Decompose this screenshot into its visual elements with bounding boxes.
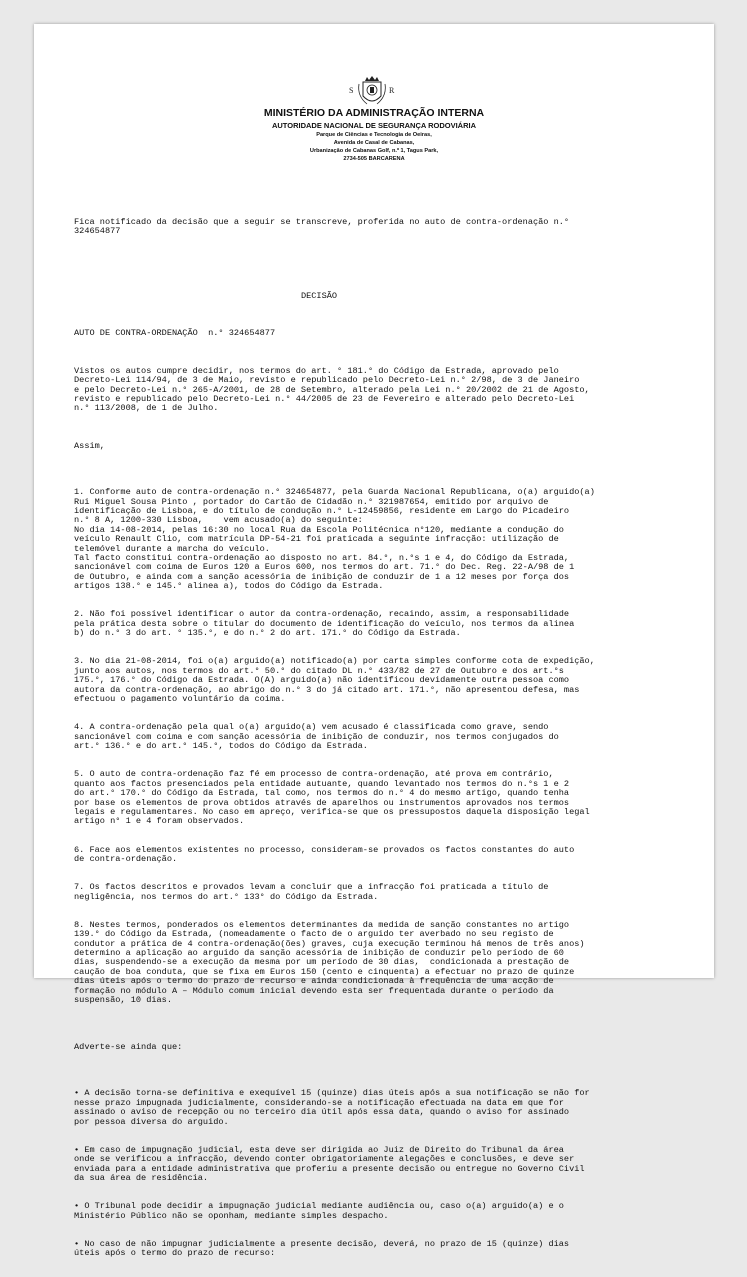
numbered-item: 2. Não foi possível identificar o autor da contra-ordenação, recaindo, assim, a responsabilidade pela prática desta sobre o titular do documento de identificação do veículo, nos termos da alinea b) do n.° 3 do art. ° 135.°, e do n.° 2 do art. 171.° do Código da Estrada. (74, 609, 575, 639)
address-line: 2734-505 BARCARENA (343, 156, 405, 162)
adverte-line: Adverte-se ainda que: (74, 1041, 183, 1052)
bullet-item: • Em caso de impugnação judicial, esta deve ser dirigida ao Juiz de Direito do Tribunal da área onde se verificou a infracção, devendo conter obrigatoriamente alegações e conclusões, e deve ser enviada para a entidade administrativa que proferiu a presente decisão ou entregue no Governo Civil da sua área de residência. (74, 1144, 585, 1183)
bullet-item: • No caso de não impugnar judicialmente a presente decisão, deverá, no prazo de 15 (quinze) dias úteis após o termo do prazo de recurso: (74, 1238, 570, 1259)
address-line: Urbanização de Cabanas Golf, n.º 1, Tagus Park, (309, 148, 439, 154)
decision-title: DECISÃO (300, 291, 338, 302)
intro-paragraph: Fica notificado da decisão que a seguir se transcreve, proferida no auto de contra-ordenação n.° 324654877 (74, 216, 570, 237)
numbered-item: 8. Nestes termos, ponderados os elementos determinantes da medida de sanção constantes no artigo 139.° do Código da Estrada, (nomeadamente o facto de o arguido ter averbado no seu registo de condutor a prática de 4 contra-ordenação(ões) graves, cuja execução terminou há menos de três anos) determino a aplicação ao arguido da sanção acessória de inibição de conduzir pelo período de 60 dias, suspendendo-se a execução da mesma por um período de 30 dias, condicionada a prestação de caução de boa conduta, que se fixa em Euros 150 (cento e cinquenta) a efectuar no prazo de quinze dias úteis após o termo do prazo de recurso e ainda condicionada à frequência de uma acção de formação no módulo A – Módulo comum inicial devendo esta ser frequentada durante o período da suspensão, 10 dias. (74, 919, 585, 1006)
bullet-item: • A decisão torna-se definitiva e exequível 15 (quinze) dias úteis após a sua notificação se não for nesse prazo impugnada judicialmente, considerando-se a notificação efectuada na data em que for assinado o aviso de recepção ou no terceiro dia útil após essa data, quando o aviso for assinado por pessoa diversa do arguido. (74, 1088, 590, 1127)
numbered-item: 5. O auto de contra-ordenação faz fé em processo de contra-ordenação, até prova em contrário, quanto aos factos presenciados pela entidade autuante, quando levantado nos termos do n.°s 1 e 2 do art.° 170.° do Código da Estrada, tal como, nos termos do n.° 4 do mesmo artigo, quando tenha por base os elementos de prova obtidos através de aparelhos ou instrumentos aprovados nos termos legais e regulamentares. No caso em apreço, verifica-se que os pressupostos daquela disposição legal artigo n° 1 e 4 foram observados. (74, 769, 590, 827)
numbered-item: 4. A contra-ordenação pela qual o(a) arguido(a) vem acusado é classificada como grave, sendo sancionável com coima e com sanção acessória de inibição de conduzir, nos termos conjugados do art.° 136.° e do art.° 145.°, todos do Código da Estrada. (74, 722, 559, 752)
assim-line: Assim, (74, 440, 105, 451)
numbered-item: 6. Face aos elementos existentes no processo, consideram-se provados os factos constantes do auto de contra-ordenação. (74, 844, 575, 864)
ministry-name: MINISTÉRIO DA ADMINISTRAÇÃO INTERNA (263, 107, 485, 119)
republic-seal-icon (343, 76, 401, 110)
document-body (74, 199, 684, 1277)
numbered-item: 1. Conforme auto de contra-ordenação n.° 324654877, pela Guarda Nacional Republicana, o(a) arguido(a) Rui Miguel Sousa Pinto , portador do Cartão de Cidadão n.° 321987654, emitido por arquivo de identificação de Lisboa, e do título de condução n.° L-12459856, residente em Largo do Picadeiro n.° 8 A, 1200-330 Lisboa, vem acusado(a) do seguinte: No dia 14-08-2014, pelas 16:30 no local Rua da Escola Politécnica n°120, mediante a condução do veículo Renault Clio, com matrícula DP-54-21 foi praticada a seguinte infracção: utilização de telemóvel durante a marcha do veículo. Tal facto constitui contra-ordenação ao disposto no art. 84.°, n.°s 1 e 4, do Código da Estrada, sancionável com coima de Euros 120 a Euros 600, nos termos do art. 71.° do Dec. Reg. 22-A/98 de 1 de Outubro, e ainda com a sanção acessória de inibição de conduzir de 1 a 12 meses por força dos artigos 138.° e 145.° alinea a), todos do Código da Estrada. (74, 487, 595, 592)
authority-name: AUTORIDADE NACIONAL DE SEGURANÇA RODOVIÁRIA (271, 121, 477, 130)
numbered-item: 7. Os factos descritos e provados levam a concluir que a infracção foi praticada a título de negligência, nos termos do art.° 133° do Código da Estrada. (74, 882, 549, 902)
numbered-item: 3. No dia 21-08-2014, foi o(a) arguido(a) notificado(a) por carta simples conforme cota de expedição, junto aos autos, nos termos do art.° 50.° do citado DL n.° 433/82 de 27 de Outubro e dos art.°s 175.°, 176.° do Código da Estrada. O(A) arguido(a) não identificou devidamente outra pessoa como autora da contra-ordenação, ao abrigo do n.° 3 do já citado art. 171.°, não apresentou defesa, mas efectuou o pagamento voluntário da coima. (74, 656, 595, 705)
document-page (34, 24, 714, 1259)
address-line: Avenida de Casal de Cabanas, (333, 140, 415, 146)
auto-reference: AUTO DE CONTRA-ORDENAÇÃO n.° 324654877 (74, 328, 276, 339)
vistos-paragraph: Vistos os autos cumpre decidir, nos termos do art. ° 181.° do Código da Estrada, aprovado pelo Decreto-Lei 114/94, de 3 de Maio, revisto e republicado pelo Decreto-Lei n.° 2/98, de 3 de Janeiro e pelo Decreto-Lei n.° 265-A/2001, de 28 de Setembro, alterado pela Lei n.° 20/2002 de 21 de Agosto, revisto e republicado pelo Decreto-Lei n.° 44/2005 de 23 de Fevereiro e alterado pelo Decreto-Lei n.° 113/2008, de 1 de Julho. (74, 365, 590, 414)
address-line: Parque de Ciências e Tecnologia de Oeiras, (316, 132, 432, 138)
seal-letter-s: S (349, 86, 354, 95)
bullet-item: • O Tribunal pode decidir a impugnação judicial mediante audiência ou, caso o(a) arguido(a) e o Ministério Público não se oponham, mediante simples despacho. (74, 1201, 564, 1221)
seal-letter-r: R (389, 86, 395, 95)
